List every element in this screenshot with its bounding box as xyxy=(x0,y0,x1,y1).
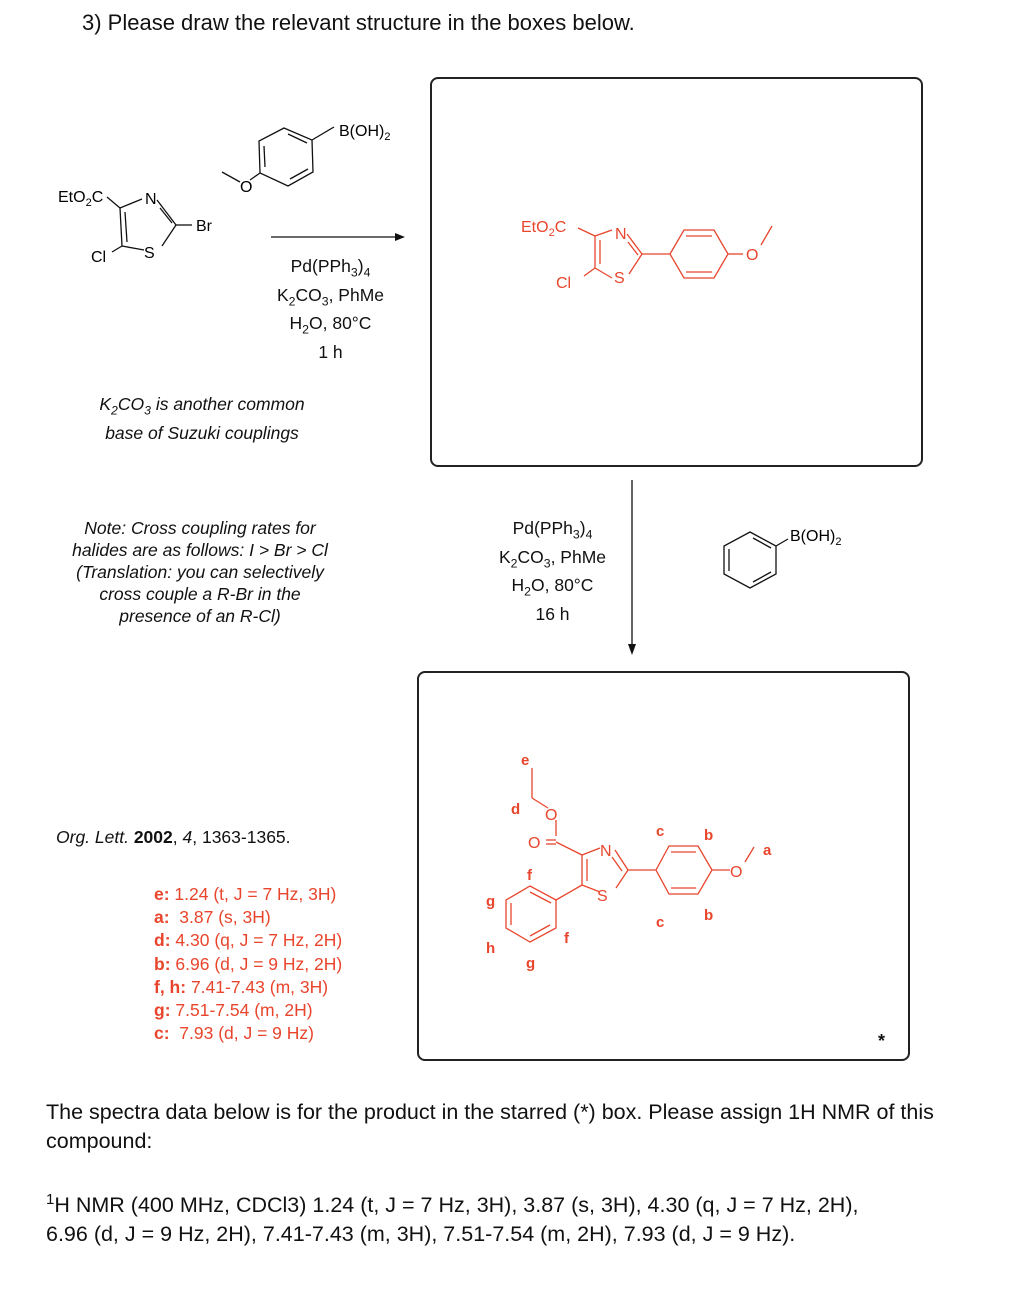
note-rates-line: Note: Cross coupling rates for xyxy=(84,518,316,538)
nmr-data-text: H NMR (400 MHz, CDCl3) 1.24 (t, J = 7 Hz, 3H), 3.87 (s, 3H), 4.30 (q, J = 7 Hz, 2H), xyxy=(54,1193,859,1218)
down-arrow xyxy=(620,478,644,658)
nmr-data-line-1 xyxy=(46,1185,996,1220)
note-rates-line: presence of an R-Cl) xyxy=(119,606,281,626)
note-coupling-rates xyxy=(40,517,360,627)
s-label: S xyxy=(614,270,625,287)
nmr-question: The spectra data below is for the product in the starred (*) box. Please assign 1H NMR of this compound: xyxy=(46,1100,934,1153)
nucleus-superscript: 1 xyxy=(46,1191,55,1208)
nmr-assignment-row xyxy=(154,999,342,1022)
note-rates-line: halides are as follows: I > Br > Cl xyxy=(72,540,328,560)
reaction-2-conditions xyxy=(475,517,630,625)
assignment-label: b: xyxy=(154,953,171,974)
proton-label-c: c xyxy=(656,914,665,931)
condition-base-solvent: $K_2CO_3$, PhMe xyxy=(276,284,385,308)
proton-label-e: e xyxy=(521,752,530,769)
box-1-answer-structure xyxy=(490,190,790,300)
citation-volume: 4 xyxy=(182,827,193,847)
carbonyl-o-label: O xyxy=(528,835,541,852)
proton-label-g: g xyxy=(526,955,536,972)
citation-pages: 1363-1365. xyxy=(201,827,291,847)
nmr-assignment-row xyxy=(154,976,342,999)
condition-water-temp: $H_2O$, 80°C xyxy=(511,575,594,599)
note-base-line-2: base of Suzuki couplings xyxy=(105,422,299,443)
assignment-label: a: xyxy=(154,907,170,928)
note-base xyxy=(66,393,338,444)
ester-o-label: O xyxy=(545,807,558,824)
n-label: N xyxy=(615,226,627,243)
proton-label-b: b xyxy=(704,827,714,844)
proton-label-a: a xyxy=(763,842,772,859)
phenylboronic-acid xyxy=(700,510,870,590)
assignment-text: 6.96 (d, J = 9 Hz, 2H) xyxy=(170,953,343,974)
assignment-text: 4.30 (q, J = 7 Hz, 2H) xyxy=(170,930,343,951)
nmr-assignment-row xyxy=(154,1022,342,1045)
nmr-assignment-row xyxy=(154,883,342,906)
proton-label-d: d xyxy=(511,801,521,818)
assignment-text: 7.41-7.43 (m, 3H) xyxy=(186,976,329,997)
nmr-assignment-row xyxy=(154,906,342,929)
assignment-label: d: xyxy=(154,930,171,951)
note-rates-line: (Translation: you can selectively xyxy=(76,562,324,582)
cl-label: Cl xyxy=(91,249,107,266)
methoxy-o-label: O xyxy=(746,247,759,264)
condition-base-solvent: $K_2CO_3$, PhMe xyxy=(498,546,607,570)
br-label: Br xyxy=(196,218,212,235)
nmr-assignment-row xyxy=(154,953,342,976)
star-marker: * xyxy=(878,1031,886,1051)
s-label: S xyxy=(597,888,608,905)
assignment-label: g: xyxy=(154,1000,171,1021)
nmr-data-line-2: 6.96 (d, J = 9 Hz, 2H), 7.41-7.43 (m, 3H), 7.51-7.54 (m, 2H), 7.93 (d, J = 9 Hz). xyxy=(46,1222,796,1247)
proton-label-g: g xyxy=(486,893,496,910)
proton-label-b: b xyxy=(704,907,714,924)
assignment-label: c: xyxy=(154,1023,170,1044)
proton-label-h: h xyxy=(486,940,496,957)
condition-water-temp: $H_2O$, 80°C xyxy=(289,313,372,337)
proton-label-f: f xyxy=(527,867,532,884)
note-base-line-1: $K_2CO_3$ is another common xyxy=(99,394,305,418)
question-title: 3) Please draw the relevant structure in the boxes below. xyxy=(82,10,635,35)
assignment-text: 1.24 (t, J = 7 Hz, 3H) xyxy=(169,884,337,904)
box-2-answer-structure xyxy=(460,740,790,980)
condition-catalyst: $Pd(PPh_3)_4$ xyxy=(290,256,371,280)
nmr-assignment-row xyxy=(154,929,342,952)
methoxy-o-label: O xyxy=(730,864,743,881)
citation-journal: Org. Lett. xyxy=(56,827,129,847)
assignment-label: f, h: xyxy=(154,976,187,997)
proton-label-f: f xyxy=(564,930,569,947)
citation-year: 2002 xyxy=(133,827,173,847)
ester-label: EtO$_2$C xyxy=(521,219,567,239)
condition-catalyst: $Pd(PPh_3)_4$ xyxy=(512,518,593,542)
ester-label: EtO$_2$C xyxy=(58,189,104,209)
note-rates-line: cross couple a R-Br in the xyxy=(99,584,301,604)
nmr-assignment-list xyxy=(154,883,342,1045)
assignment-text: 3.87 (s, 3H) xyxy=(169,907,271,928)
assignment-text: 7.93 (d, J = 9 Hz) xyxy=(169,1023,314,1044)
condition-time: 1 h xyxy=(318,341,343,362)
proton-label-c: c xyxy=(656,823,665,840)
nmr-data xyxy=(46,1185,996,1249)
methoxy-o-label: O xyxy=(240,179,253,196)
assignment-text: 7.51-7.54 (m, 2H) xyxy=(170,1000,313,1021)
boronic-acid-label: $B(OH)_2$ xyxy=(790,528,842,548)
assignment-label: e: xyxy=(154,884,170,904)
boronic-acid-label: $B(OH)_2$ xyxy=(339,123,391,143)
reaction-1-conditions xyxy=(248,255,413,363)
citation: Org. Lett. 2002, 4, 1363-1365. xyxy=(56,827,291,847)
s-label: S xyxy=(144,245,155,262)
condition-time: 16 h xyxy=(535,603,570,624)
n-label: N xyxy=(145,191,157,208)
cl-label: Cl xyxy=(556,275,572,292)
n-label: N xyxy=(600,843,612,860)
